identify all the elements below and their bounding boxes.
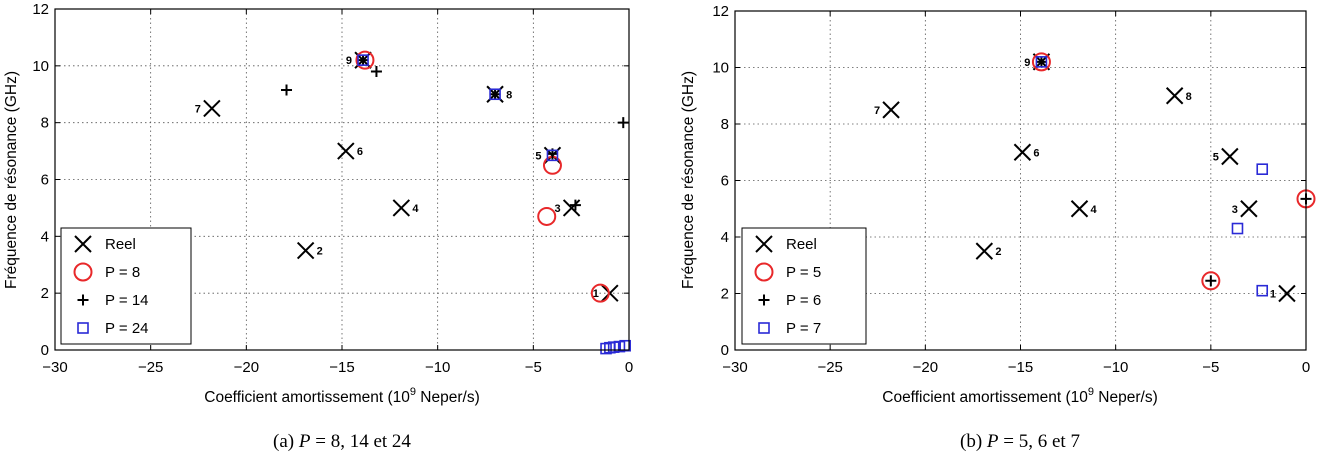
legend-label: Reel xyxy=(786,236,817,253)
point-label: 3 xyxy=(1231,203,1238,216)
x-tick-label: −30 xyxy=(42,359,68,376)
point-label: 8 xyxy=(506,89,513,102)
point-label: 6 xyxy=(356,146,363,159)
point-label: 4 xyxy=(412,202,419,215)
legend-label: P = 8 xyxy=(105,264,141,281)
legend xyxy=(742,228,866,344)
x-tick-label: −20 xyxy=(912,359,939,376)
figure-caption: (a) P = 8, 14 et 24 xyxy=(273,431,411,452)
y-axis-label: Fréquence de résonance (GHz) xyxy=(3,71,20,289)
point-label: 6 xyxy=(1033,147,1040,160)
legend xyxy=(61,228,191,344)
y-tick-label: 6 xyxy=(40,171,49,189)
point-label: 7 xyxy=(873,104,881,117)
figure-caption: (b) P = 5, 6 et 7 xyxy=(960,431,1080,452)
y-tick-label: 10 xyxy=(712,59,729,77)
x-tick-label: −5 xyxy=(1202,359,1220,376)
point-label: 8 xyxy=(1185,90,1192,103)
point-label: 7 xyxy=(194,103,201,116)
point-label: 9 xyxy=(345,55,353,68)
y-tick-label: 6 xyxy=(720,172,729,190)
point-label: 5 xyxy=(535,150,542,163)
point-label: 1 xyxy=(1269,288,1276,301)
y-tick-label: 10 xyxy=(32,57,49,75)
legend-label: Reel xyxy=(105,236,136,253)
legend-label: P = 14 xyxy=(105,292,149,309)
point-label: 3 xyxy=(554,202,561,215)
point-label: 5 xyxy=(1212,151,1219,164)
y-tick-label: 0 xyxy=(720,342,729,359)
legend-label: P = 5 xyxy=(786,264,822,281)
x-tick-label: −10 xyxy=(1102,359,1129,376)
x-tick-label: −25 xyxy=(137,359,164,376)
y-tick-label: 12 xyxy=(712,3,729,20)
x-tick-label: −30 xyxy=(722,359,748,376)
x-tick-label: −10 xyxy=(424,359,451,376)
x-axis-label: Coefficient amortissement ($10^9$ Neper/s) xyxy=(882,386,1158,406)
legend-label: P = 6 xyxy=(786,292,822,309)
point-label: 2 xyxy=(995,246,1002,259)
y-tick-label: 12 xyxy=(32,1,49,18)
legend-label: P = 7 xyxy=(786,320,822,337)
y-tick-label: 4 xyxy=(40,228,49,246)
x-tick-label: −15 xyxy=(329,359,355,376)
x-tick-label: −20 xyxy=(233,359,260,376)
chart-panel-a xyxy=(3,1,633,452)
y-axis-label: Fréquence de résonance (GHz) xyxy=(680,71,697,289)
point-label: 1 xyxy=(592,288,599,301)
legend-label: P = 24 xyxy=(105,320,149,337)
x-axis-label: Coefficient amortissement ($10^9$ Neper/s) xyxy=(204,386,480,406)
point-label: 4 xyxy=(1090,203,1097,216)
point-label: 2 xyxy=(316,245,323,258)
y-tick-label: 0 xyxy=(40,342,49,359)
x-tick-label: −5 xyxy=(524,359,542,376)
x-tick-label: −15 xyxy=(1007,359,1034,376)
y-tick-label: 8 xyxy=(40,114,49,132)
y-tick-label: 8 xyxy=(720,116,729,133)
y-tick-label: 4 xyxy=(720,229,729,246)
x-tick-label: 0 xyxy=(1301,359,1311,376)
x-tick-label: −25 xyxy=(817,359,843,376)
point-label: 9 xyxy=(1024,56,1031,69)
y-tick-label: 2 xyxy=(720,285,729,303)
chart-panel-b xyxy=(680,3,1315,452)
x-tick-label: 0 xyxy=(624,359,634,376)
y-tick-label: 2 xyxy=(40,285,49,303)
